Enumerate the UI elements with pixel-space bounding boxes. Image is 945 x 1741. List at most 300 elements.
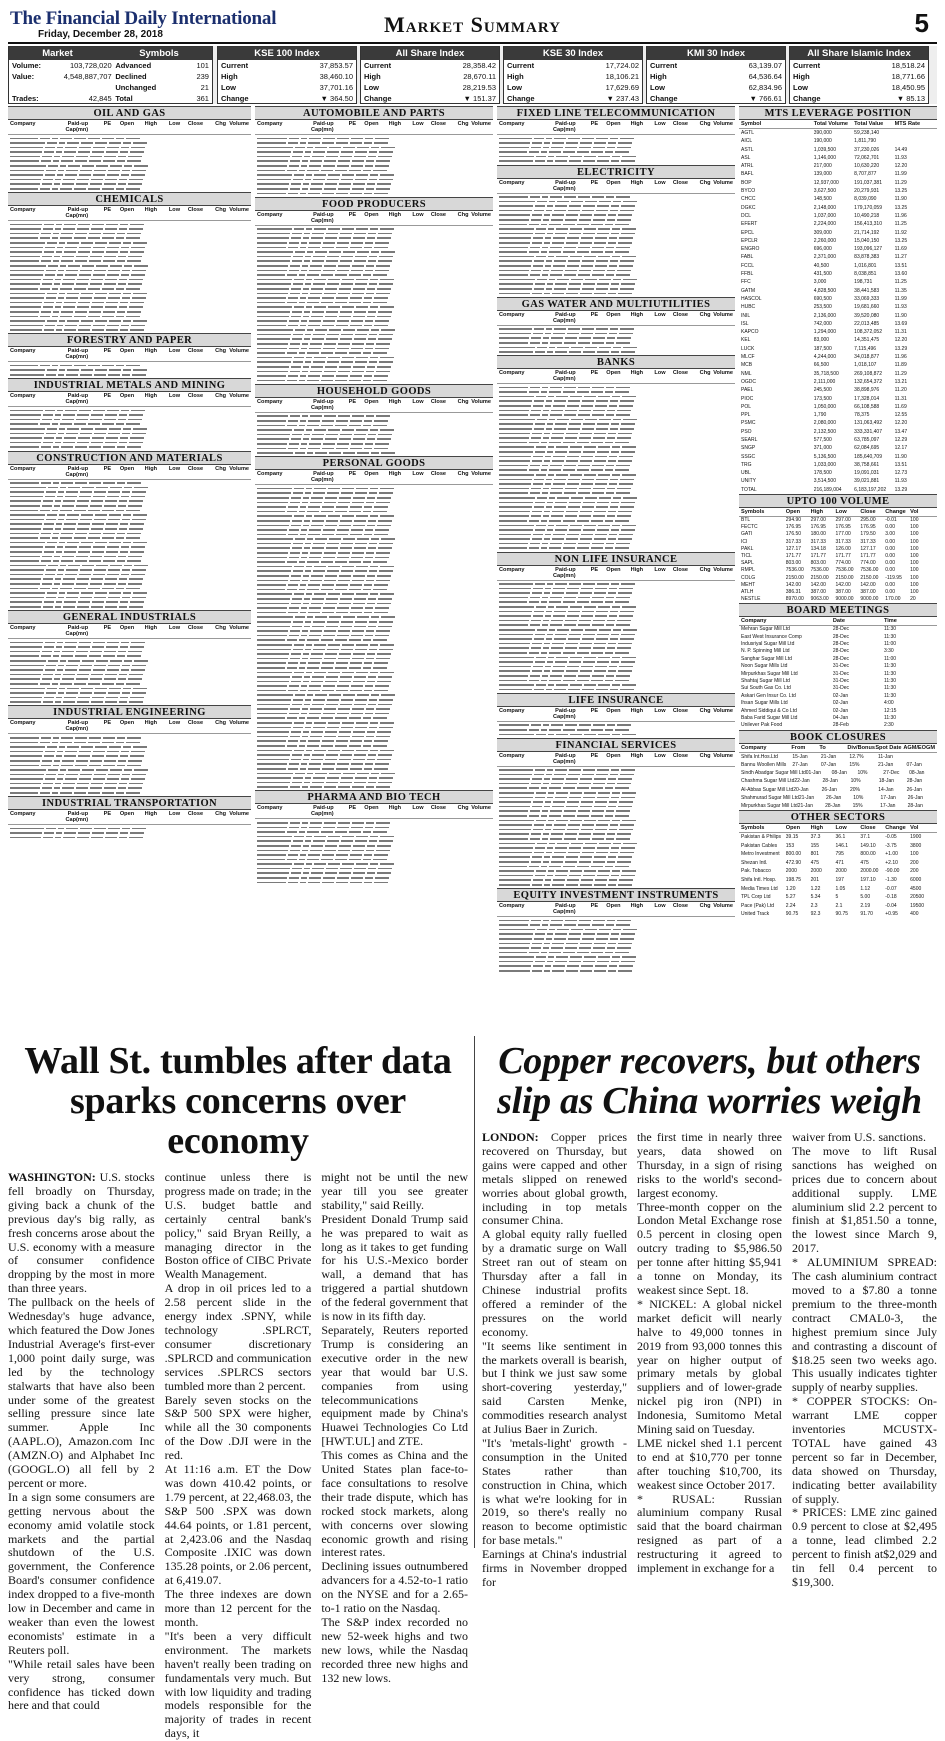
table-row bbox=[10, 835, 249, 840]
index-label: Low bbox=[221, 83, 236, 92]
table-header-cell: Low bbox=[654, 121, 666, 127]
table-header bbox=[255, 120, 493, 135]
index-row bbox=[790, 71, 928, 82]
table-cell: 471 bbox=[835, 859, 844, 866]
market-section bbox=[497, 693, 735, 738]
table-header-cell: Close bbox=[430, 121, 447, 127]
table-row bbox=[739, 722, 937, 729]
table-cell: 21-Jan bbox=[877, 761, 894, 768]
table-header-cell: Volume bbox=[229, 625, 250, 632]
table-row bbox=[739, 546, 937, 553]
table-cell: 294.90 bbox=[785, 517, 802, 524]
table-header-cell: Paid-up Cap(mn) bbox=[65, 348, 89, 361]
table-cell: 13.51 bbox=[894, 262, 908, 269]
table-cell: 13.25 bbox=[894, 188, 908, 195]
table-cell: FFC bbox=[741, 279, 751, 286]
table-cell: 1.05 bbox=[835, 885, 846, 892]
table-row bbox=[739, 453, 937, 461]
table-cell: 12,937,000 bbox=[813, 179, 839, 186]
table-cell: 31-Dec bbox=[832, 685, 850, 692]
table-header bbox=[8, 120, 251, 135]
table-cell: 1.12 bbox=[860, 885, 871, 892]
table-cell: 11:30 bbox=[883, 663, 897, 670]
table-row bbox=[10, 445, 249, 450]
table-row bbox=[10, 328, 249, 333]
table-cell: 176.50 bbox=[785, 531, 802, 538]
table-cell: 7536.00 bbox=[810, 567, 829, 574]
table-cell: ISL bbox=[741, 320, 749, 327]
table-cell: ATLH bbox=[741, 588, 754, 595]
table-rows bbox=[497, 767, 735, 888]
table-cell: 13.69 bbox=[894, 320, 908, 327]
table-row bbox=[739, 162, 937, 170]
market-summary-label: Market bbox=[42, 48, 73, 59]
table-cell: Mirpurkhas Sugar Mill Ltd bbox=[741, 670, 798, 677]
table-header-cell: High bbox=[388, 471, 402, 478]
table-header-cell: Low bbox=[168, 207, 181, 214]
table-header-cell: Paid-up Cap(mn) bbox=[310, 471, 334, 484]
table-cell: 171.77 bbox=[810, 553, 826, 559]
table-cell: 26-Jan bbox=[821, 786, 837, 793]
table-row bbox=[739, 353, 937, 361]
table-header-cell: Volume bbox=[229, 348, 250, 355]
index-value: 28,219.53 bbox=[462, 83, 496, 92]
article-column bbox=[8, 1171, 155, 1741]
table-cell: 180.00 bbox=[810, 531, 826, 538]
table-cell: Bannu Woollen Mills bbox=[741, 761, 787, 768]
table-row bbox=[739, 769, 937, 777]
table-cell: 132,654,372 bbox=[854, 378, 882, 385]
table-row bbox=[739, 902, 937, 911]
table-row bbox=[739, 876, 937, 885]
table-cell: 11.99 bbox=[894, 171, 907, 178]
table-row bbox=[257, 451, 491, 456]
table-header-cell: Chg bbox=[215, 811, 227, 818]
table-cell: PSO bbox=[741, 428, 752, 435]
table-cell: 28-Jan bbox=[907, 802, 923, 809]
stat-label: Total bbox=[115, 94, 133, 103]
table-header-cell: Paid-up Cap(mn) bbox=[310, 211, 334, 224]
table-row bbox=[739, 411, 937, 419]
sector-title: AUTOMOBILE AND PARTS bbox=[255, 106, 493, 120]
table-row bbox=[739, 436, 937, 444]
table-cell: 127.17 bbox=[785, 545, 802, 552]
index-row bbox=[647, 60, 785, 71]
table-header-cell: Open bbox=[606, 903, 621, 910]
table-header-cell: Company bbox=[741, 618, 767, 625]
table-header-cell: Chg bbox=[457, 471, 469, 478]
table-cell: 3,514,500 bbox=[813, 478, 836, 485]
article-column bbox=[637, 1131, 782, 1590]
table-cell: 4,244,000 bbox=[813, 354, 836, 361]
article-paragraph: waiver from U.S. sanctions. bbox=[792, 1130, 926, 1144]
index-label: Change bbox=[221, 94, 249, 103]
table-cell: KAPCO bbox=[741, 329, 759, 336]
table-cell: HUBC bbox=[741, 304, 756, 311]
market-column-right bbox=[497, 106, 735, 974]
table-cell: 17-Jan bbox=[880, 794, 896, 801]
table-cell: 142.00 bbox=[860, 581, 876, 588]
article-paragraph: * RUSAL: Russian aluminium company Rusal said that the board chairman resigned as part of a restructuring it agreed to implement in exchange for a bbox=[637, 1491, 782, 1576]
table-cell: 22,013,485 bbox=[854, 320, 880, 327]
table-cell: 3,000 bbox=[813, 279, 827, 286]
index-value: ▼ 85.13 bbox=[896, 94, 925, 103]
table-cell: 11:30 bbox=[883, 626, 897, 633]
table-header-cell: High bbox=[630, 311, 644, 318]
table-cell: 11.93 bbox=[894, 154, 907, 161]
table-cell: 26-Jan bbox=[907, 794, 924, 801]
table-header bbox=[497, 179, 735, 194]
table-header-cell: Low bbox=[654, 566, 666, 573]
article-paragraph: The S&P index recorded no new 52-week highs and two new lows, while the Nasdaq recorded three new highs and 132 new lows. bbox=[321, 1615, 469, 1685]
table-cell: 176.95 bbox=[860, 524, 876, 531]
table-header-cell: Volume bbox=[713, 752, 734, 759]
table-header-cell: PE bbox=[348, 471, 357, 478]
table-cell: 100 bbox=[910, 553, 919, 559]
table-cell: 4500 bbox=[910, 885, 922, 892]
table-cell: 0.00 bbox=[885, 524, 895, 531]
table-cell: 11:30 bbox=[883, 692, 897, 699]
page-number: 5 bbox=[914, 8, 929, 38]
table-cell: Pakistan & Philips bbox=[741, 834, 782, 841]
table-cell: 2,224,000 bbox=[813, 221, 836, 228]
table-header-cell: High bbox=[144, 811, 158, 818]
table-cell: 2,371,000 bbox=[813, 254, 836, 261]
table-header-cell: Low bbox=[168, 121, 181, 127]
table-cell: 800.00 bbox=[785, 851, 802, 858]
table-header-cell: Company bbox=[10, 121, 36, 127]
table-row bbox=[10, 373, 249, 378]
table-cell: 201 bbox=[810, 877, 819, 884]
index-row bbox=[504, 71, 642, 82]
article-divider bbox=[474, 1036, 475, 1548]
table-cell: 11.90 bbox=[894, 453, 907, 460]
market-summary-head bbox=[9, 47, 212, 60]
table-cell: Shifa Int.Hos.Ltd bbox=[741, 753, 778, 760]
table-header-cell: Open bbox=[606, 121, 621, 127]
table-cell: 2,132,500 bbox=[813, 428, 836, 435]
other-sectors bbox=[739, 810, 937, 919]
article-body bbox=[8, 1171, 468, 1741]
table-cell: 148,500 bbox=[813, 196, 832, 203]
table-cell: 11.69 bbox=[894, 403, 907, 410]
table-cell: -0.01 bbox=[885, 517, 897, 524]
table-cell: 66,500 bbox=[813, 362, 830, 369]
market-column-extra bbox=[739, 106, 937, 919]
table-cell: 170.00 bbox=[885, 596, 901, 603]
table-cell: 171.77 bbox=[785, 553, 802, 559]
index-name: KMI 30 Index bbox=[647, 47, 785, 60]
table-cell: 2000 bbox=[785, 868, 797, 875]
table-cell: 108,372,052 bbox=[854, 329, 882, 336]
table-header-cell: Company bbox=[10, 625, 36, 632]
table-row bbox=[739, 195, 937, 203]
table-header-cell: Chg bbox=[215, 207, 227, 214]
table-cell: 8,039,090 bbox=[854, 196, 877, 203]
table-cell: 127.17 bbox=[860, 545, 876, 552]
table-header-cell: Change bbox=[885, 509, 906, 516]
index-box bbox=[503, 46, 643, 104]
table-cell: BAFL bbox=[741, 171, 754, 178]
table-cell: 5.27 bbox=[785, 894, 796, 901]
table-cell: 19,091,031 bbox=[854, 470, 880, 477]
table-cell: 176.95 bbox=[835, 524, 851, 531]
table-cell: 39,021,881 bbox=[854, 478, 880, 485]
table-rows bbox=[497, 194, 735, 297]
table-cell: 100 bbox=[910, 581, 919, 588]
table-cell: Metro Investment bbox=[741, 851, 780, 858]
index-label: Low bbox=[650, 83, 665, 92]
table-cell: 11.25 bbox=[894, 279, 907, 286]
table-cell: 1,016,801 bbox=[854, 262, 877, 269]
table-header-cell: Paid-up Cap(mn) bbox=[552, 752, 576, 765]
table-cell: 1.22 bbox=[810, 885, 821, 892]
table-cell: 155 bbox=[810, 842, 819, 849]
table-row bbox=[499, 969, 733, 974]
table-header-cell: Close bbox=[860, 825, 876, 832]
table-header-cell: Paid-up Cap(mn) bbox=[310, 398, 334, 411]
table-cell: 11.93 bbox=[894, 478, 907, 485]
table-cell: 37,230,026 bbox=[854, 146, 880, 153]
table-cell: Ihsan Sugar Mills Ltd bbox=[741, 700, 788, 707]
table-cell: 66,108,588 bbox=[854, 403, 880, 410]
index-label: Low bbox=[364, 83, 379, 92]
table-header-cell: Low bbox=[654, 370, 666, 377]
table-header-cell: Symbols bbox=[741, 509, 765, 516]
table-cell: Shahmurad Sugar Mill Ltd bbox=[741, 794, 799, 801]
index-row bbox=[504, 82, 642, 93]
table-cell: 28-Jan bbox=[825, 802, 841, 809]
table-cell: ENGRO bbox=[741, 246, 760, 253]
table-cell: 11.31 bbox=[894, 395, 907, 402]
index-row bbox=[218, 82, 356, 93]
table-cell: 08-Jan bbox=[909, 770, 925, 777]
table-cell: 28-Dec bbox=[832, 655, 850, 662]
paper-name: The Financial Daily International bbox=[10, 8, 277, 29]
index-label: Low bbox=[507, 83, 522, 92]
table-cell: Askari Gen Insur Co. Ltd bbox=[741, 692, 796, 699]
table-cell: 13.29 bbox=[894, 486, 908, 493]
table-row bbox=[739, 531, 937, 538]
table-header-cell: Paid-up Cap(mn) bbox=[65, 465, 89, 478]
table-cell: 01-Jan bbox=[805, 770, 822, 777]
stat-label: Unchanged bbox=[115, 83, 157, 92]
table-header-cell: Close bbox=[672, 903, 689, 910]
table-row bbox=[739, 320, 937, 328]
table-cell bbox=[895, 137, 935, 145]
table-header-cell: PE bbox=[590, 121, 599, 127]
market-section bbox=[255, 384, 493, 456]
table-cell: RMPL bbox=[741, 567, 755, 574]
table-header-cell: Company bbox=[499, 707, 525, 714]
table-cell: FFBL bbox=[741, 271, 754, 278]
table-cell: HASCOL bbox=[741, 295, 762, 302]
table-header-cell: High bbox=[144, 625, 158, 632]
table-cell: 197 bbox=[835, 877, 844, 884]
sector-title: INDUSTRIAL ENGINEERING bbox=[8, 705, 251, 719]
table-cell: Ahmed Siddiqui & Co Ltd bbox=[741, 707, 797, 714]
table-cell: East West Insurance Comp bbox=[741, 633, 802, 640]
table-cell: Pakistan Cables bbox=[741, 842, 778, 849]
table-header-cell: Open bbox=[119, 465, 135, 472]
table-cell: 90.75 bbox=[785, 911, 799, 918]
table-cell bbox=[895, 129, 935, 137]
table-cell: 7536.00 bbox=[835, 567, 854, 574]
table-header-cell: PE bbox=[103, 811, 112, 818]
table-row bbox=[739, 850, 937, 859]
table-cell: -0.05 bbox=[885, 834, 897, 841]
table-cell: 3:30 bbox=[883, 648, 894, 655]
table-cell: 131,063,492 bbox=[854, 420, 882, 427]
table-cell: 5.34 bbox=[810, 894, 821, 901]
table-cell: TICL bbox=[741, 553, 752, 559]
sector-title: INDUSTRIAL TRANSPORTATION bbox=[8, 796, 251, 810]
table-cell: INIL bbox=[741, 312, 751, 319]
table-header-cell: Open bbox=[785, 825, 801, 832]
table-header-cell: Open bbox=[364, 398, 379, 405]
table-header-cell: Close bbox=[187, 393, 204, 400]
table-header-cell: Low bbox=[412, 398, 424, 405]
table-row bbox=[739, 641, 937, 648]
table-cell: Chashma Sugar Mill Ltd bbox=[741, 778, 795, 785]
table-header-cell: High bbox=[144, 465, 158, 472]
table-cell: 577,500 bbox=[813, 436, 832, 443]
table-row bbox=[739, 361, 937, 369]
table-row bbox=[739, 312, 937, 320]
table-header-cell: High bbox=[144, 393, 158, 400]
table-header-cell: Low bbox=[835, 825, 847, 832]
article-paragraph: "It's been a very difficult environment. The markets haven't really been trading on fundamentals very much. But with low liquidity and trading models responsible for the majority of trades in recent days, it bbox=[164, 1628, 312, 1741]
index-box bbox=[646, 46, 786, 104]
table-header-cell: High bbox=[630, 903, 644, 910]
table-cell: 28-Dec bbox=[832, 641, 850, 648]
table-cell: 11.93 bbox=[894, 304, 907, 311]
table-header-cell: Low bbox=[168, 811, 181, 818]
table-cell: 13.47 bbox=[894, 428, 908, 435]
table-row bbox=[739, 229, 937, 237]
table-cell: 333,331,407 bbox=[854, 428, 882, 435]
index-label: High bbox=[221, 72, 238, 81]
table-header bbox=[497, 311, 735, 326]
table-cell: 31-Dec bbox=[832, 670, 850, 677]
table-row bbox=[739, 428, 937, 436]
section-title: Market Summary bbox=[384, 12, 561, 37]
table-cell: 14.49 bbox=[894, 146, 908, 153]
table-row bbox=[739, 146, 937, 154]
market-section bbox=[8, 610, 251, 705]
table-cell: 1,018,107 bbox=[854, 362, 877, 369]
table-header-cell: Chg bbox=[215, 720, 227, 727]
table-cell: 11.29 bbox=[894, 370, 907, 377]
table-header bbox=[8, 624, 251, 639]
table-header-cell: Company bbox=[10, 465, 36, 472]
table-cell: 7536.00 bbox=[860, 567, 879, 574]
article-headline: Wall St. tumbles after data sparks concerns over economy bbox=[24, 1040, 452, 1162]
table-header-cell: Paid-up Cap(mn) bbox=[65, 121, 89, 133]
sector-title: CONSTRUCTION AND MATERIALS bbox=[8, 451, 251, 465]
index-row bbox=[361, 71, 499, 82]
table-header-cell: PE bbox=[103, 625, 112, 632]
table-cell: 13.21 bbox=[894, 378, 908, 385]
table-header-cell: Company bbox=[257, 805, 283, 812]
table-header-cell: From bbox=[791, 744, 806, 751]
table-cell: 742,000 bbox=[813, 320, 832, 327]
table-cell: 20 bbox=[910, 596, 916, 603]
table-row bbox=[10, 187, 249, 192]
table-cell: TOTAL bbox=[741, 486, 757, 493]
table-cell: 10,490,218 bbox=[854, 212, 880, 219]
table-cell: Shezan Intl. bbox=[741, 859, 768, 866]
table-cell: 17,328,014 bbox=[854, 395, 880, 402]
table-cell: 26-Jan bbox=[826, 794, 842, 801]
table-header-cell: Chg bbox=[699, 707, 711, 714]
table-row bbox=[499, 687, 733, 692]
sector-title: LIFE INSURANCE bbox=[497, 693, 735, 707]
table-row bbox=[739, 700, 937, 707]
table-header-cell: Total Volume bbox=[813, 121, 849, 127]
table-cell: 59,238,140 bbox=[854, 130, 880, 136]
article-paragraph: continue unless there is progress made on trade; in the U.S. budget battle and certainly central bank's policy," said Bryan Reilly, a managing director in the Boston office of CIBC Private Wealth Management. bbox=[164, 1170, 312, 1282]
table-rows bbox=[497, 135, 735, 165]
table-rows bbox=[8, 362, 251, 378]
index-value: 18,771.66 bbox=[891, 72, 925, 81]
table-cell: 12:15 bbox=[883, 707, 897, 714]
table-cell: SEARL bbox=[741, 436, 758, 443]
table-header-cell: Chg bbox=[215, 121, 227, 127]
table-cell: 142.00 bbox=[810, 581, 826, 588]
table-cell: 11.90 bbox=[894, 312, 907, 319]
table-header-cell: PE bbox=[348, 805, 357, 812]
table-cell: 193,096,127 bbox=[854, 246, 882, 253]
table-cell: EFERT bbox=[741, 221, 758, 228]
table-cell: 7,115,496 bbox=[854, 345, 877, 352]
table-row bbox=[739, 187, 937, 195]
stat-value: 103,728,020 bbox=[69, 61, 112, 70]
table-header-cell: Open bbox=[364, 471, 379, 478]
table-header-cell: PE bbox=[590, 752, 599, 759]
index-bar bbox=[8, 46, 937, 104]
table-cell: 2,260,000 bbox=[813, 237, 836, 244]
table-header-cell: Low bbox=[654, 311, 666, 318]
sector-title: ELECTRICITY bbox=[497, 165, 735, 179]
table-header-cell: Time bbox=[883, 618, 897, 625]
table-header-cell: Close bbox=[672, 311, 689, 318]
table-cell: Mehran Sugar Mill Ltd bbox=[741, 626, 790, 633]
index-value: 18,518.24 bbox=[891, 61, 925, 70]
table-cell: 27-Jan bbox=[792, 761, 808, 768]
table-cell: 27-Dec bbox=[883, 770, 900, 777]
market-section bbox=[8, 796, 251, 841]
table-cell: 431,500 bbox=[813, 271, 832, 278]
table-cell: 13.29 bbox=[894, 345, 908, 352]
table-header-cell: Paid-up Cap(mn) bbox=[310, 121, 334, 133]
table-header-cell: Paid-up Cap(mn) bbox=[552, 179, 576, 192]
table-row bbox=[739, 663, 937, 670]
table-cell: 176.95 bbox=[810, 524, 826, 531]
table-cell: 1,790 bbox=[813, 412, 827, 419]
table-cell: 1.20 bbox=[785, 885, 796, 892]
table-cell: 0.00 bbox=[885, 560, 895, 567]
table-cell: 7536.00 bbox=[785, 567, 804, 574]
table-header-cell: Chg bbox=[215, 348, 227, 355]
article-copper bbox=[482, 1041, 937, 1590]
table-cell: 12.20 bbox=[894, 420, 908, 427]
table-header-cell: Company bbox=[10, 207, 36, 214]
table-cell: 33,069,333 bbox=[854, 295, 880, 302]
table-header-cell: Volume bbox=[713, 311, 734, 318]
table-cell: 696,000 bbox=[813, 246, 832, 253]
table-cell: 11:30 bbox=[883, 685, 897, 692]
